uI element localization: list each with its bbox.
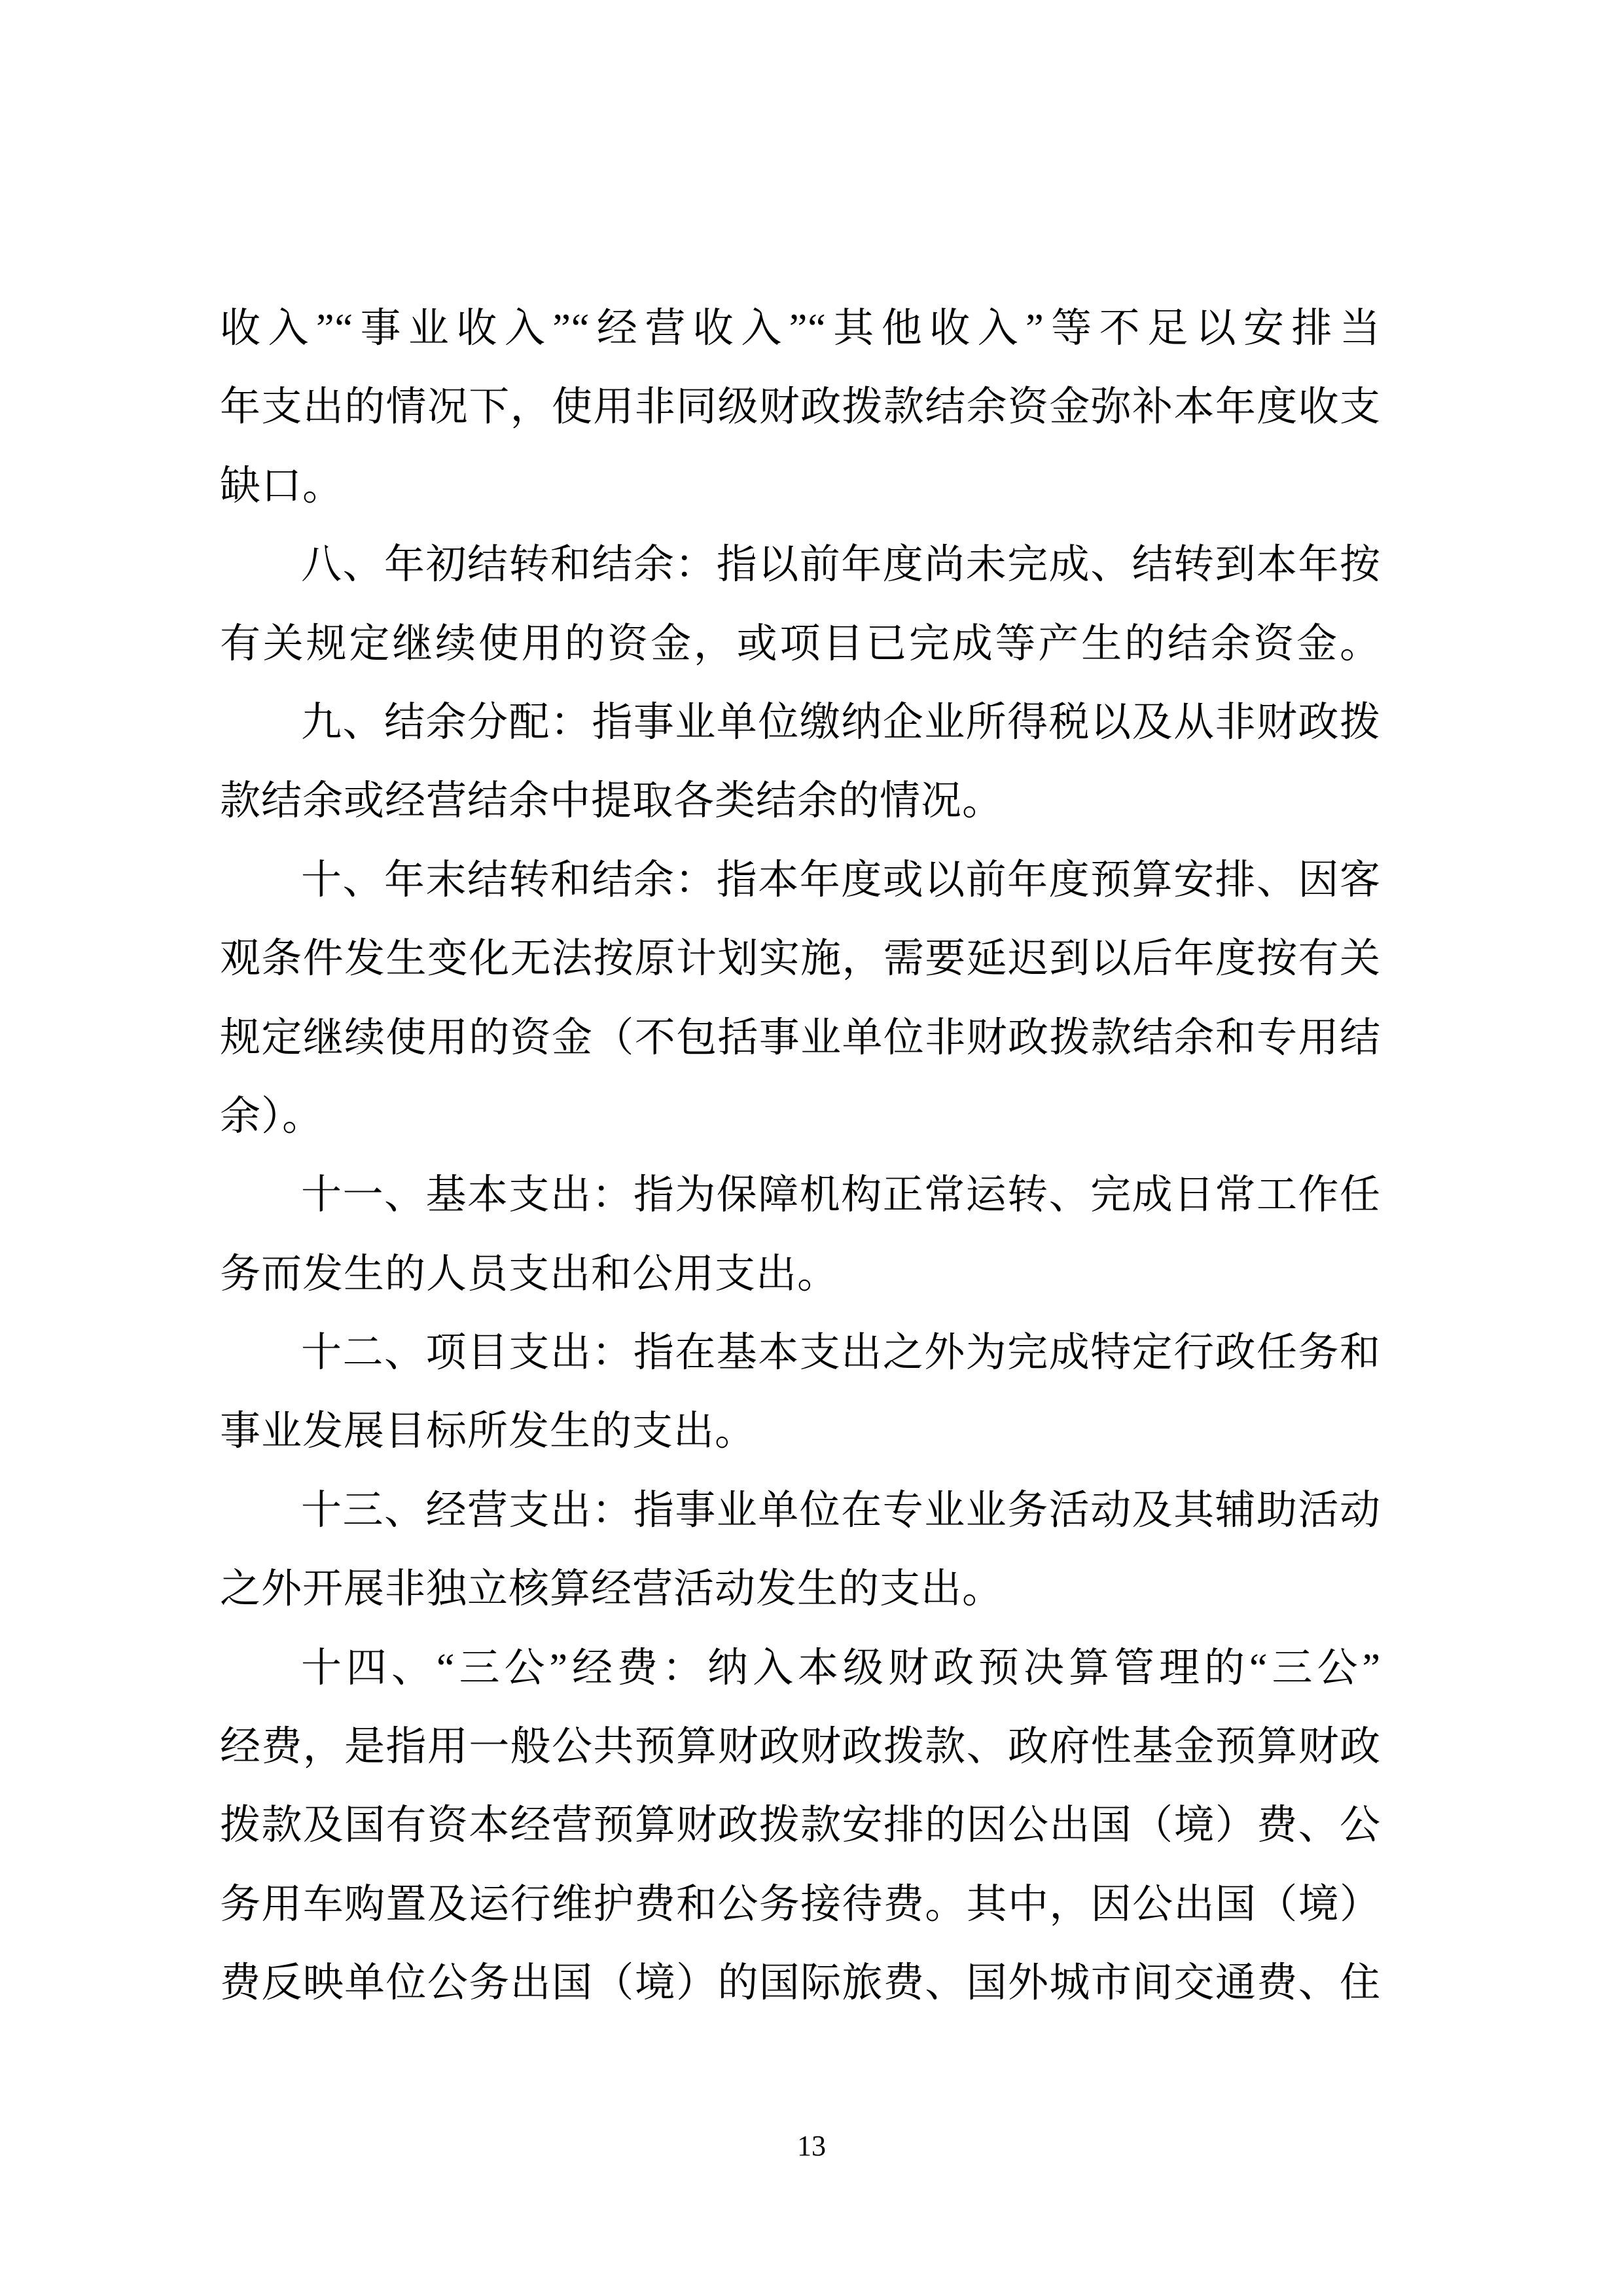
text-line: 十三、经营支出：指事业单位在专业业务活动及其辅助活动 bbox=[301, 1488, 1381, 1533]
text-line: 事业发展目标所发生的支出。 bbox=[220, 1409, 757, 1454]
text-line: 收入”“事业收入”“经营收入”“其他收入”等不足以安排当 bbox=[220, 306, 1381, 351]
text-line: 年支出的情况下，使用非同级财政拨款结余资金弥补本年度收支 bbox=[220, 385, 1381, 430]
text-line: 务而发生的人员支出和公用支出。 bbox=[220, 1251, 839, 1297]
text-line: 十四、“三公”经费：纳入本级财政预决算管理的“三公” bbox=[301, 1645, 1381, 1691]
text-line: 之外开展非独立核算经营活动发生的支出。 bbox=[220, 1567, 1004, 1612]
text-line: 经费，是指用一般公共预算财政财政拨款、政府性基金预算财政 bbox=[220, 1725, 1381, 1770]
text-line: 九、结余分配：指事业单位缴纳企业所得税以及从非财政拨 bbox=[301, 700, 1381, 745]
text-line: 拨款及国有资本经营预算财政拨款安排的因公出国（境）费、公 bbox=[220, 1803, 1381, 1848]
text-line: 款结余或经营结余中提取各类结余的情况。 bbox=[220, 779, 1004, 824]
body-text bbox=[220, 289, 1381, 2023]
text-line: 务用车购置及运行维护费和公务接待费。其中，因公出国（境） bbox=[220, 1882, 1381, 1927]
text-line: 余）。 bbox=[220, 1094, 324, 1139]
text-line: 十二、项目支出：指在基本支出之外为完成特定行政任务和 bbox=[301, 1331, 1381, 1376]
text-line: 规定继续使用的资金（不包括事业单位非财政拨款结余和专用结 bbox=[220, 1015, 1381, 1060]
text-line: 十、年末结转和结余：指本年度或以前年度预算安排、因客 bbox=[301, 857, 1381, 903]
page-number: 13 bbox=[797, 2130, 826, 2162]
text-line: 观条件发生变化无法按原计划实施，需要延迟到以后年度按有关 bbox=[220, 937, 1381, 982]
text-line: 费反映单位公务出国（境）的国际旅费、国外城市间交通费、住 bbox=[220, 1961, 1381, 2006]
text-line: 十一、基本支出：指为保障机构正常运转、完成日常工作任 bbox=[301, 1173, 1381, 1218]
text-line: 八、年初结转和结余：指以前年度尚未完成、结转到本年按 bbox=[301, 543, 1381, 588]
text-line: 有关规定继续使用的资金，或项目已完成等产生的结余资金。 bbox=[220, 621, 1381, 666]
text-line: 缺口。 bbox=[220, 463, 344, 509]
